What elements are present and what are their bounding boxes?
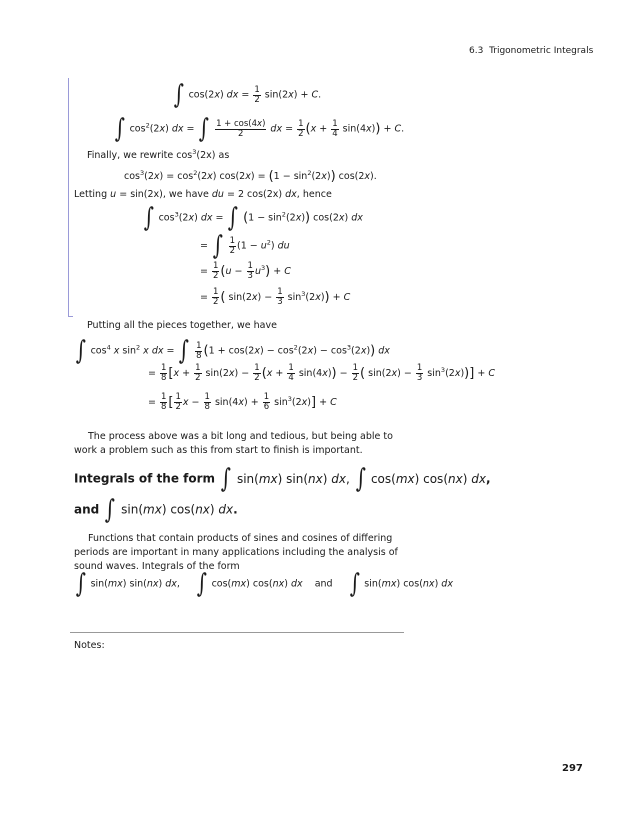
section-heading-line-2: and ∫ sin(mx) cos(nx) dx.: [74, 495, 238, 525]
equation-4-line-3: = $\frac{1}{2}$ (u − $\frac{1}{3}$ $u^3) + C$: [200, 261, 291, 281]
notes-divider: [70, 632, 404, 633]
equation-2: ∫ $\cos^2(2x)$ dx = ∫ $\frac{1 + \cos(4x)}{2}$ dx = $\frac{1}{2}$ (x + $\frac{1}{4}$ sin(4x)) + C.: [114, 114, 405, 144]
heading-text-a: Integrals of the form: [74, 471, 216, 486]
letting-text-b: = sin(2x), we have: [119, 189, 209, 200]
letting-text-d: , hence: [296, 189, 332, 200]
letting-text-a: Letting: [74, 189, 108, 200]
and-word: and: [314, 578, 333, 590]
finally-text-b: (2x) as: [196, 150, 230, 161]
equation-4-line-2: = ∫ $\frac{1}{2}$ $(1 - u^2)$ du: [200, 231, 290, 261]
notes-label: Notes:: [74, 640, 105, 651]
section-header: [469, 46, 593, 56]
section-title: Trigonometric Integrals: [489, 46, 594, 56]
letting-text-c: = 2 cos(2x): [227, 189, 283, 200]
finally-text-a: Finally, we rewrite cos: [87, 150, 193, 161]
section-number: 6.3: [469, 46, 484, 56]
equation-4-line-1: ∫ $\cos^3(2x)$ dx = ∫ $(1 - \sin^2(2x))$ cos(2x) dx: [143, 203, 363, 233]
putting-text: Putting all the pieces together, we have: [87, 320, 277, 331]
integral-forms: ∫ sin(mx) sin(nx) dx, ∫ cos(mx) cos(nx) dx and ∫ sin(mx) cos(nx) dx: [75, 569, 453, 599]
section-heading-line-1: Integrals of the form ∫ sin(mx) sin(nx) dx, ∫ cos(mx) cos(nx) dx,: [74, 464, 491, 494]
finally-text: Finally, we rewrite $\cos^3(2x)$ as: [87, 148, 230, 161]
equation-5-line-3: = $\frac{1}{8}$ [ $\frac{1}{2}$ x − $\frac{1}{8}$ sin(4x) + $\frac{1}{6}$ $\sin^3(2x)] + C$: [148, 392, 337, 412]
letting-text: Letting u = sin(2x), we have du = 2 cos(2x) dx, hence: [74, 189, 332, 200]
equation-1: ∫ cos(2x) dx = $\frac{1}{2}$ sin(2x) + C.: [173, 80, 322, 110]
heading-text-b: and: [74, 502, 100, 517]
equation-4-line-4: = $\frac{1}{2}$ ( sin(2x) − $\frac{1}{3}$ $\sin^3(2x)) + C$: [200, 287, 351, 307]
process-paragraph: The process above was a bit long and tedious, but being able to work a problem such as this from start to finish is important.: [74, 431, 393, 456]
equation-5-line-1: ∫ $\cos^4 x$ $\sin^2 x$ dx = ∫ $\frac{1}{8}$ $(1 + \cos(2x) - \cos^2(2x) - \cos^3(2x))$ dx: [75, 336, 390, 366]
equation-3: $\cos^3(2x) = \cos^2(2x) \cos(2x) = (1 - \sin^2(2x))$ cos(2x).: [124, 169, 377, 184]
margin-bar: [68, 78, 69, 316]
margin-bar-tick: [68, 316, 73, 317]
equation-5-line-2: = $\frac{1}{8}$ [x + $\frac{1}{2}$ sin(2x) − $\frac{1}{2}$ (x + $\frac{1}{4}$ sin(4x)) − $\frac{1}{2}$ ( sin(2x) − $\frac{1}{3}$ $\sin^3(2x))] + C$: [148, 363, 495, 383]
page-number: 297: [562, 763, 583, 774]
functions-paragraph: Functions that contain products of sines and cosines of differing periods are important in many applications including the analysis of sound waves. Integrals of the form: [74, 533, 398, 572]
